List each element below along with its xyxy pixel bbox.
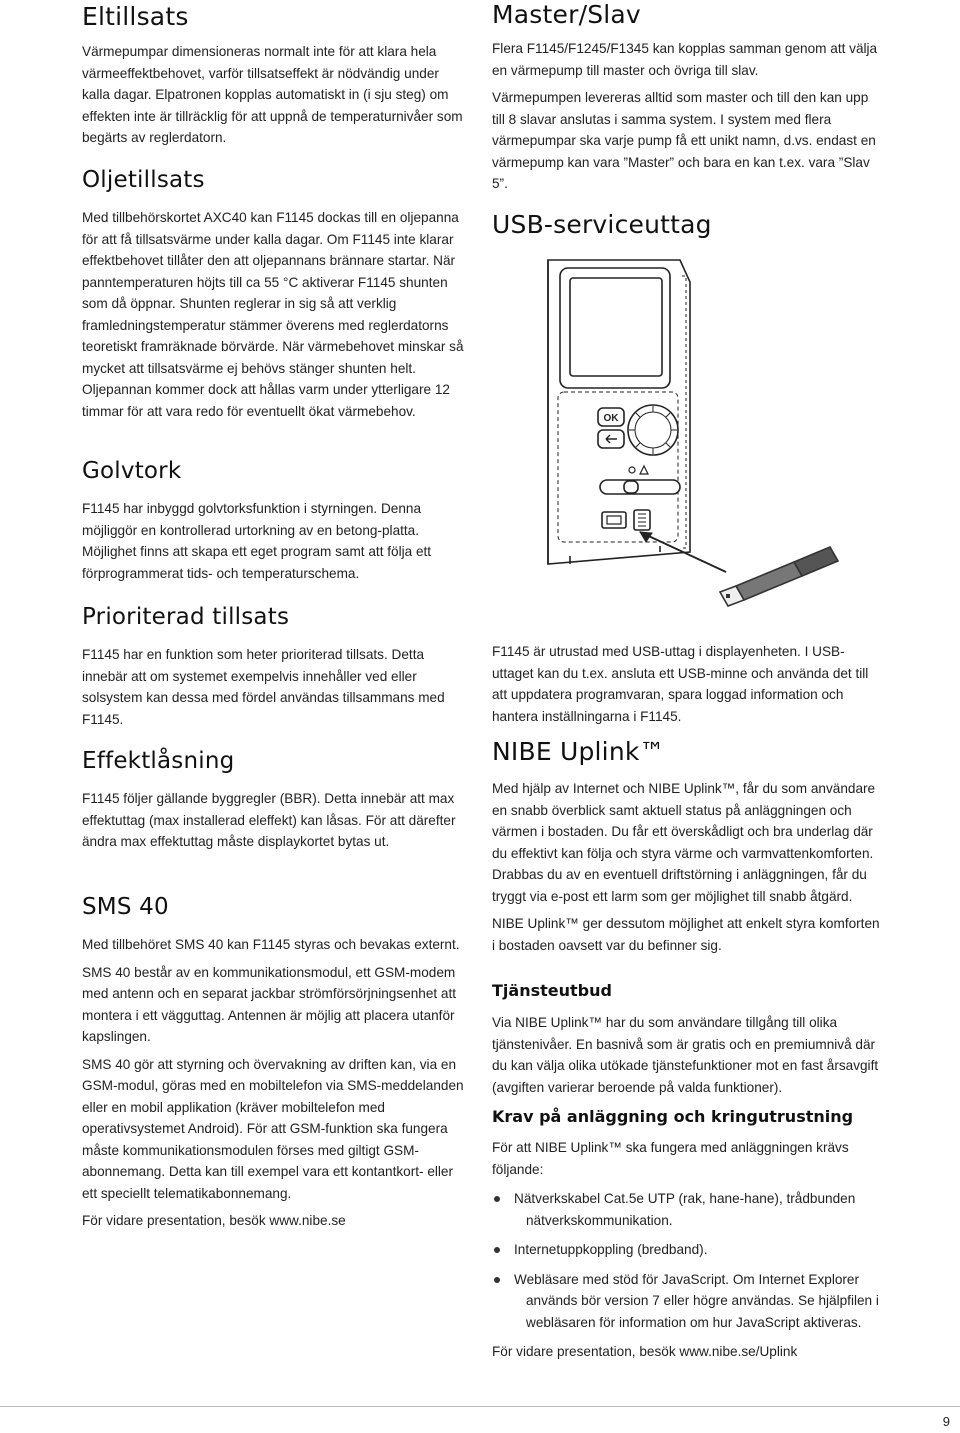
uplink-paragraph-2: NIBE Uplink™ ger dessutom möjlighet att enkelt styra komforten i bostaden oavsett var du befinner sig.: [492, 916, 880, 953]
effektlasning-body: F1145 följer gällande byggregler (BBR). Detta innebär att max effektuttag (max installerad eleffekt) kan låsas. För att därefter ändra max effektuttag måste displaykortet bytas ut.: [82, 791, 456, 849]
eltillsats-heading: Eltillsats: [82, 2, 189, 31]
golvtork-section: [82, 458, 468, 584]
uplink-paragraph-1: Med hjälp av Internet och NIBE Uplink™, får du som användare en snabb överblick samt aktuell status på anläggningen och värmen i bostaden. Du får ett överskådligt och bra underlag där du effektivt kan följa och styra värme och varmvattenkomforten. Drabbas du av en eventuell driftstörning i anläggningen, får du tryggt via e-post ett larm som ger möjlighet till snabb åtgärd.: [492, 781, 876, 904]
master-slav-heading: Master/Slav: [492, 0, 641, 29]
master-slav-section: [492, 0, 884, 195]
display-unit-illustration: [540, 252, 900, 612]
usb-body-section: [492, 641, 884, 727]
list-item: Webläsare med stöd för JavaScript. Om Internet Explorer används bör version 7 eller högre användas. Se hjälpfilen i webläsaren för information om hur JavaScript aktiveras.: [492, 1269, 884, 1334]
ok-label: OK: [603, 413, 619, 424]
golvtork-body: F1145 har inbyggd golvtorksfunktion i styrningen. Denna möjliggör en kontrollerad urtorkning av en betong-platta. Möjlighet finns att skapa ett eget program samt att följa ett förprogrammerat tids- och temperaturschema.: [82, 501, 432, 581]
mode-switch: [600, 480, 680, 494]
usb-body: F1145 är utrustad med USB-uttag i displayenheten. I USB-uttaget kan du t.ex. ansluta ett USB-minne och använda det till att uppdatera programvaran, spara loggad information och hantera inställningarna i F1145.: [492, 644, 869, 724]
oljetillsats-heading: Oljetillsats: [82, 167, 205, 193]
usb-stick-icon: [720, 547, 838, 606]
footer-divider: [0, 1406, 960, 1407]
krav-section: [492, 1107, 884, 1363]
sms-paragraph-4: För vidare presentation, besök www.nibe.se: [82, 1213, 346, 1228]
krav-outro: För vidare presentation, besök www.nibe.se/Uplink: [492, 1344, 798, 1359]
uplink-heading: NIBE Uplink™: [492, 737, 665, 766]
prioriterad-body: F1145 har en funktion som heter prioriterad tillsats. Detta innebär att om systemet exempelvis innehåller ved eller solsystem kan dessa med fördel användas tillsammans med F1145.: [82, 647, 445, 727]
page-number: 9: [942, 1414, 950, 1429]
sms-heading: SMS 40: [82, 894, 169, 920]
krav-heading: Krav på anläggning och kringutrustning: [492, 1107, 854, 1126]
prioriterad-section: [82, 604, 468, 730]
krav-intro: För att NIBE Uplink™ ska fungera med anläggningen krävs följande:: [492, 1140, 849, 1177]
master-slav-paragraph-2: Värmepumpen levereras alltid som master och till den kan upp till 8 slavar anslutas i samma system. I system med flera värmepumpar ska varje pump få ett unikt namn, d.vs. endast en värmepump kan vara ”Master” och bara en kan t.ex. vara ”Slav 5”.: [492, 90, 876, 191]
oljetillsats-section: [82, 167, 468, 422]
tjansteutbud-body: Via NIBE Uplink™ har du som användare tillgång till olika tjänstenivåer. En basnivå som är gratis och en premiumnivå där du kan välja olika utökade tjänstefunktioner mot en fast årsavgift (avgiften varierar beroende på valda funktioner).: [492, 1015, 879, 1095]
sms-paragraph-1: Med tillbehöret SMS 40 kan F1145 styras och bevakas externt.: [82, 937, 460, 952]
master-slav-paragraph-1: Flera F1145/F1245/F1345 kan kopplas samman genom att välja en värmepump till master och övriga till slav.: [492, 41, 878, 78]
usb-port-cover: [634, 510, 650, 530]
sms-paragraph-3: SMS 40 gör att styrning och övervakning av driften kan, via en GSM-modul, göras med en mobiltelefon via SMS-meddelanden eller en mobil applikation (kräver mobiltelefon med operativsystemet Android). För att GSM-funktion ska fungera måste kommunikationsmodulen förses med giltigt GSM-abonnemang. Detta kan till exempel vara ett kontantkort- eller ett speciellt telematikabonnemang.: [82, 1056, 464, 1201]
display-screen: [570, 278, 662, 376]
uplink-section: [492, 737, 884, 956]
list-item: Internetuppkoppling (bredband).: [492, 1239, 884, 1261]
eltillsats-body: Värmepumpar dimensioneras normalt inte för att klara hela värmeeffektbehovet, varför tillsatseffekt är nödvändig under kalla dagar. Elpatronen kopplas automatiskt in (i sju steg) om effekten inte är tillräcklig för att uppnå de temperaturnivåer som begärts av reglerdatorn.: [82, 44, 463, 145]
krav-list: [492, 1188, 884, 1333]
tjansteutbud-heading: Tjänsteutbud: [492, 981, 612, 1000]
effektlasning-section: [82, 748, 468, 853]
eltillsats-section: [82, 2, 468, 149]
effektlasning-heading: Effektlåsning: [82, 748, 235, 774]
usb-section: [492, 210, 884, 239]
sms-paragraph-2: SMS 40 består av en kommunikationsmodul, ett GSM-modem med antenn och en separat jackbar strömförsörjningsenhet att montera i ett vägguttag. Antennen är möjlig att placera utanför kapslingen.: [82, 964, 457, 1044]
golvtork-heading: Golvtork: [82, 458, 182, 484]
usb-heading: USB-serviceuttag: [492, 210, 712, 239]
usb-port: [602, 512, 626, 528]
prioriterad-heading: Prioriterad tillsats: [82, 604, 290, 630]
tjansteutbud-section: [492, 981, 884, 1098]
sms-section: [82, 894, 468, 1232]
list-item: Nätverkskabel Cat.5e UTP (rak, hane-hane), trådbunden nätverkskommunikation.: [492, 1188, 884, 1231]
oljetillsats-body: Med tillbehörskortet AXC40 kan F1145 dockas till en oljepanna för att få tillsatsvärme under kalla dagar. Om F1145 inte klarar effektbehovet tillåter den att oljepannans brännare startar. När panntemperaturen höjts till ca 55 °C aktiverar F1145 shunten som då öppnar. Shunten reglerar in sig så att verklig framledningstemperatur stämmer överens med reglerdatorns teoretiskt framräknade börvärde. När värmebehovet minskar så mycket att tillsatsvärme ej behövs stänger shunten helt. Oljepannan kommer dock att hållas varm under ytterligare 12 timmar för att vara redo för eventuellt ökat värmebehov.: [82, 210, 464, 419]
